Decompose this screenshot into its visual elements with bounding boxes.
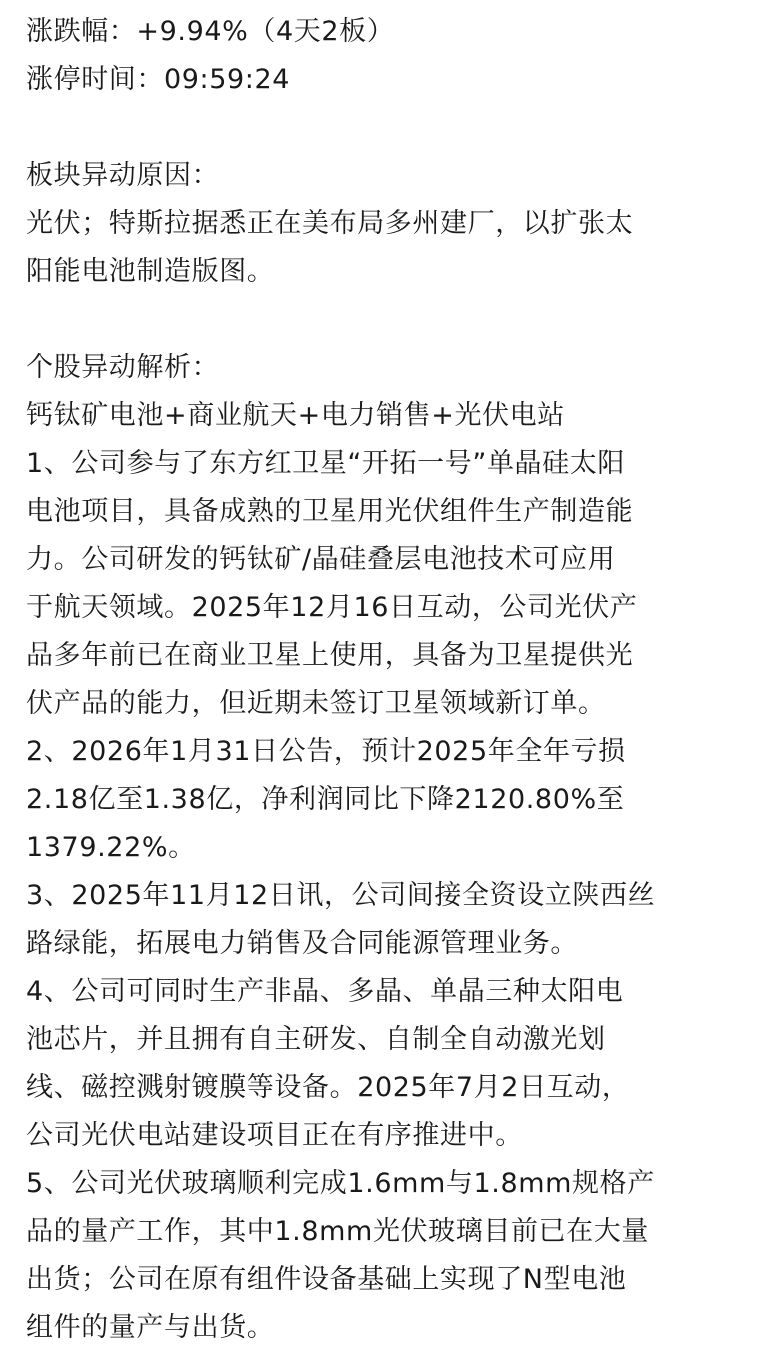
sector-reason-line: 阳能电池制造版图。 — [26, 256, 275, 287]
point-line: 品多年前已在商业卫星上使用，具备为卫星提供光 — [26, 640, 634, 671]
point-line: 3、2025年11月12日讯，公司间接全资设立陕西丝 — [26, 880, 656, 911]
point-line: 品的量产工作，其中1.8mm光伏玻璃目前已在大量 — [26, 1216, 649, 1247]
limit-up-time-line: 涨停时间：09:59:24 — [26, 64, 291, 95]
point-line: 2、2026年1月31日公告，预计2025年全年亏损 — [26, 736, 626, 767]
analysis-point-5 — [26, 1160, 742, 1352]
stock-analysis-title: 个股异动解析： — [26, 352, 220, 383]
point-line: 于航天领域。2025年12月16日互动，公司光伏产 — [26, 592, 638, 623]
point-line: 线、磁控溅射镀膜等设备。2025年7月2日互动， — [26, 1072, 630, 1103]
stock-concept-tags: 钙钛矿电池+商业航天+电力销售+光伏电站 — [26, 400, 565, 431]
point-line: 1、公司参与了东方红卫星“开拓一号”单晶硅太阳 — [26, 448, 625, 479]
analysis-point-2 — [26, 728, 742, 872]
sector-reason-title: 板块异动原因： — [26, 160, 220, 191]
point-line: 电池项目，具备成熟的卫星用光伏组件生产制造能 — [26, 496, 634, 527]
point-line: 组件的量产与出货。 — [26, 1312, 275, 1343]
sector-reason-line: 光伏；特斯拉据悉正在美布局多州建厂，以扩张太 — [26, 208, 634, 239]
point-line: 2.18亿至1.38亿，净利润同比下降2120.80%至 — [26, 784, 625, 815]
point-line: 4、公司可同时生产非晶、多晶、单晶三种太阳电 — [26, 976, 624, 1007]
analysis-point-1 — [26, 440, 742, 728]
point-line: 力。公司研发的钙钛矿/晶硅叠层电池技术可应用 — [26, 544, 616, 575]
spacer — [26, 104, 742, 152]
point-line: 路绿能，拓展电力销售及合同能源管理业务。 — [26, 928, 578, 959]
price-change-line: 涨跌幅：+9.94%（4天2板） — [26, 16, 395, 47]
point-line: 出货；公司在原有组件设备基础上实现了N型电池 — [26, 1264, 627, 1295]
point-line: 1379.22%。 — [26, 832, 196, 863]
point-line: 公司光伏电站建设项目正在有序推进中。 — [26, 1120, 523, 1151]
analysis-point-3 — [26, 872, 742, 968]
point-line: 伏产品的能力，但近期未签订卫星领域新订单。 — [26, 688, 606, 719]
analysis-point-4 — [26, 968, 742, 1160]
spacer — [26, 296, 742, 344]
point-line: 池芯片，并且拥有自主研发、自制全自动激光划 — [26, 1024, 606, 1055]
point-line: 5、公司光伏玻璃顺利完成1.6mm与1.8mm规格产 — [26, 1168, 655, 1199]
